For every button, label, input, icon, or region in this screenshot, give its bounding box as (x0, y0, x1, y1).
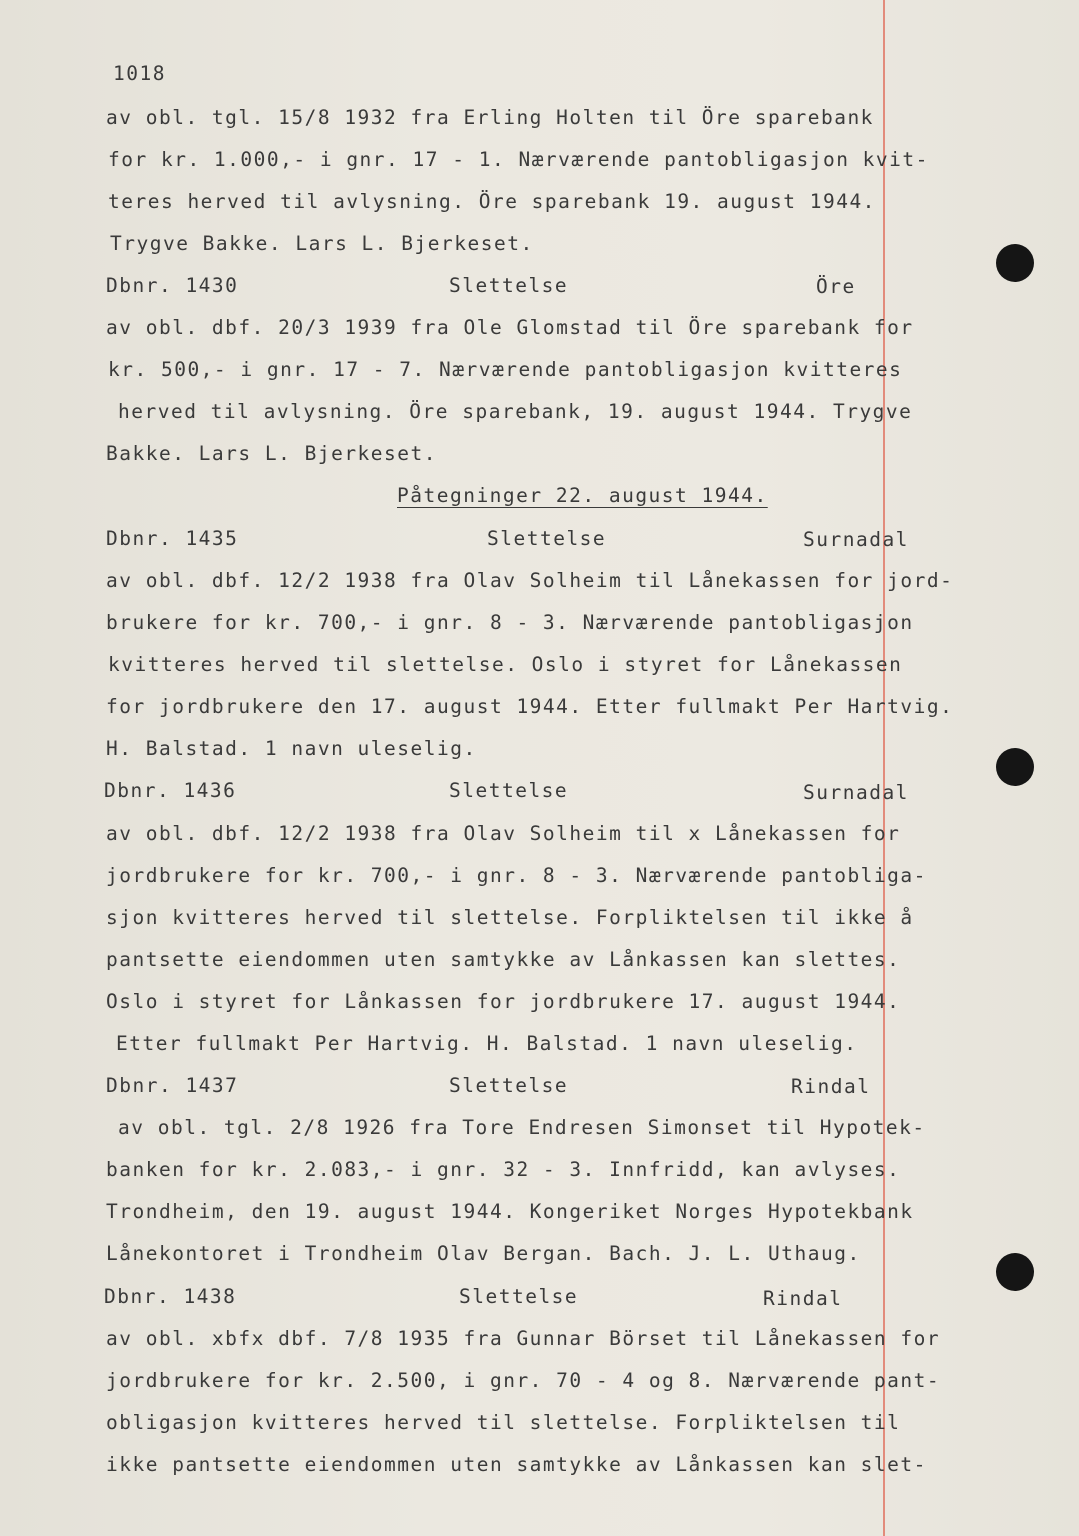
entry-type: Slettelse (449, 274, 569, 297)
text-line: sjon kvitteres herved til slettelse. Forpliktelsen til ikke å (106, 906, 914, 929)
text-line: kvitteres herved til slettelse. Oslo i styret for Lånekassen (108, 653, 903, 676)
entry-number: Dbnr. 1430 (106, 274, 239, 297)
text-line: av obl. dbf. 20/3 1939 fra Ole Glomstad til Öre sparebank for (106, 316, 914, 339)
text-line: Trygve Bakke. Lars L. Bjerkeset. (110, 232, 534, 255)
text-line: obligasjon kvitteres herved til slettelse. Forpliktelsen til (106, 1411, 901, 1434)
entry-place: Rindal (791, 1075, 871, 1098)
entry-type: Slettelse (449, 779, 569, 802)
text-line: for jordbrukere den 17. august 1944. Etter fullmakt Per Hartvig. (106, 695, 954, 718)
text-line: Etter fullmakt Per Hartvig. H. Balstad. 1 navn uleselig. (116, 1032, 858, 1055)
entry-place: Rindal (763, 1287, 843, 1310)
punch-hole (996, 244, 1034, 282)
text-line: av obl. dbf. 12/2 1938 fra Olav Solheim til Lånekassen for jord- (106, 569, 954, 592)
entry-place: Surnadal (803, 528, 909, 551)
punch-hole (996, 1253, 1034, 1291)
entry-number: Dbnr. 1437 (106, 1074, 239, 1097)
text-line: pantsette eiendommen uten samtykke av Lånkassen kan slettes. (106, 948, 901, 971)
text-line: av obl. dbf. 12/2 1938 fra Olav Solheim til x Lånekassen for (106, 822, 901, 845)
text-line: jordbrukere for kr. 2.500, i gnr. 70 - 4 og 8. Nærværende pant- (106, 1369, 941, 1392)
entry-type: Slettelse (487, 527, 607, 550)
text-line: brukere for kr. 700,- i gnr. 8 - 3. Nærværende pantobligasjon (106, 611, 914, 634)
text-line: Trondheim, den 19. august 1944. Kongeriket Norges Hypotekbank (106, 1200, 914, 1223)
text-line: av obl. tgl. 15/8 1932 fra Erling Holten til Öre sparebank (106, 106, 874, 129)
entry-number: Dbnr. 1436 (104, 779, 237, 802)
entry-place: Öre (816, 275, 856, 298)
text-line: H. Balstad. 1 navn uleselig. (106, 737, 477, 760)
text-line: Lånekontoret i Trondheim Olav Bergan. Bach. J. L. Uthaug. (106, 1242, 861, 1265)
entry-type: Slettelse (459, 1285, 579, 1308)
entry-number: Dbnr. 1438 (104, 1285, 237, 1308)
page-number: 1018 (113, 62, 166, 85)
margin-rule (883, 0, 885, 1536)
text-line: banken for kr. 2.083,- i gnr. 32 - 3. Innfridd, kan avlyses. (106, 1158, 901, 1181)
text-line: for kr. 1.000,- i gnr. 17 - 1. Nærværende pantobligasjon kvit- (108, 148, 929, 171)
text-line: kr. 500,- i gnr. 17 - 7. Nærværende pantobligasjon kvitteres (108, 358, 903, 381)
text-line: av obl. tgl. 2/8 1926 fra Tore Endresen Simonset til Hypotek- (118, 1116, 926, 1139)
text-line: herved til avlysning. Öre sparebank, 19. august 1944. Trygve (118, 400, 913, 423)
punch-hole (996, 748, 1034, 786)
text-line: Oslo i styret for Lånkassen for jordbrukere 17. august 1944. (106, 990, 901, 1013)
section-heading: Påtegninger 22. august 1944. (397, 484, 768, 507)
text-line: ikke pantsette eiendommen uten samtykke av Lånkassen kan slet- (106, 1453, 927, 1476)
text-line: Bakke. Lars L. Bjerkeset. (106, 442, 437, 465)
text-line: teres herved til avlysning. Öre sparebank 19. august 1944. (108, 190, 876, 213)
text-line: av obl. xbfx dbf. 7/8 1935 fra Gunnar Börset til Lånekassen for (106, 1327, 941, 1350)
text-line: jordbrukere for kr. 700,- i gnr. 8 - 3. Nærværende pantobliga- (106, 864, 927, 887)
entry-type: Slettelse (449, 1074, 569, 1097)
entry-place: Surnadal (803, 781, 909, 804)
entry-number: Dbnr. 1435 (106, 527, 239, 550)
